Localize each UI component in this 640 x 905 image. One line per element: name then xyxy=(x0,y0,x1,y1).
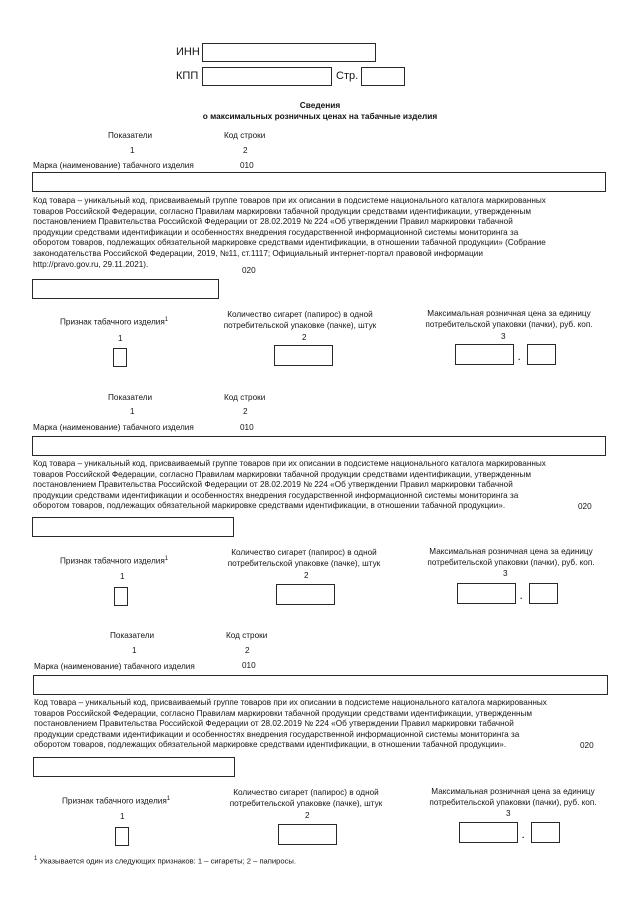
product-code-text: Код товара – уникальный код, присваиваемый группе товаров при их описании в подсистеме национального каталога маркированных товаров Российской Федерации, согласно Правилам маркировки табачной продукции средствами идентификации, утвержденным постановлением Правительства Российской Федерации от 28.02.2019 № 224 «Об утверждении Правил маркировки табачной продукции средствами идентификации и особенностях внедрения государственной информационной системы мониторинга за оборотом товаров, подлежащих обязательной маркировке средствами идентификации, в отношении табачной продукции». xyxy=(33,459,546,511)
sign-footnote-mark: 1 xyxy=(164,556,169,562)
qty-field[interactable] xyxy=(276,584,335,605)
col-code: Код строки xyxy=(224,131,266,140)
price-separator: . xyxy=(520,591,523,601)
kpp-label: КПП xyxy=(176,70,199,82)
inn-label: ИНН xyxy=(176,46,200,58)
sign-footnote-mark: 1 xyxy=(164,317,169,323)
sign-label-text: Признак табачного изделия xyxy=(60,556,165,566)
col-num-3: 3 xyxy=(501,332,506,341)
sign-label-text: Признак табачного изделия xyxy=(60,317,165,327)
sign-label-text: Признак табачного изделия xyxy=(62,796,167,806)
product-code-text: Код товара – уникальный код, присваиваемый группе товаров при их описании в подсистеме национального каталога маркированных товаров Российской Федерации, согласно Правилам маркировки табачной продукции средствами идентификации, утвержденным постановлением Правительства Российской Федерации от 28.02.2019 № 224 «Об утверждении Правил маркировки табачной продукции средствами идентификации и особенностях внедрения государственной информационной системы мониторинга за оборотом товаров, подлежащих обязательной маркировке средствами идентификации, в отношении табачной продукции» (Собрание законодательства Российской Федерации, 2019, №11, ст.1117; Официальный интернет-портал правовой информации http://pravo.gov.ru, 29.11.2021). xyxy=(33,196,546,269)
price-label: Максимальная розничная цена за единицу потребительской упаковки (пачки), руб. коп. xyxy=(429,787,597,807)
price-kop-field[interactable] xyxy=(529,583,558,604)
qty-field[interactable] xyxy=(274,345,333,366)
kpp-field[interactable] xyxy=(202,67,332,86)
col-num-2: 2 xyxy=(305,811,310,820)
price-label: Максимальная розничная цена за единицу потребительской упаковки (пачки), руб. коп. xyxy=(425,309,593,329)
price-separator: . xyxy=(522,830,525,840)
col-num-1: 1 xyxy=(120,572,125,581)
price-label: Максимальная розничная цена за единицу потребительской упаковки (пачки), руб. коп. xyxy=(427,547,595,567)
page-label: Стр. xyxy=(336,70,359,82)
price-rub-field[interactable] xyxy=(455,344,514,365)
col-indicators: Показатели xyxy=(108,393,153,402)
num-2: 2 xyxy=(243,146,248,155)
qty-label: Количество сигарет (папирос) в одной потребительской упаковке (пачке), штук xyxy=(223,310,377,330)
brand-label: Марка (наименование) табачного изделия xyxy=(34,662,195,671)
qty-label: Количество сигарет (папирос) в одной потребительской упаковке (пачке), штук xyxy=(227,548,381,568)
col-code: Код строки xyxy=(224,393,266,402)
footnote-mark: 1 xyxy=(34,856,38,862)
col-num-1: 1 xyxy=(120,812,125,821)
col-num-2: 2 xyxy=(302,333,307,342)
brand-field[interactable] xyxy=(32,172,606,192)
sign-field[interactable] xyxy=(115,827,129,846)
sign-label xyxy=(62,796,170,806)
product-code-code: 020 xyxy=(580,741,594,750)
brand-field[interactable] xyxy=(33,675,608,695)
col-indicators: Показатели xyxy=(110,631,155,640)
product-code-field[interactable] xyxy=(33,757,235,777)
sign-field[interactable] xyxy=(113,348,127,367)
num-1: 1 xyxy=(130,146,135,155)
num-2: 2 xyxy=(245,646,250,655)
price-kop-field[interactable] xyxy=(527,344,556,365)
col-code: Код строки xyxy=(226,631,268,640)
qty-label: Количество сигарет (папирос) в одной потребительской упаковке (пачке), штук xyxy=(229,788,383,808)
brand-label: Марка (наименование) табачного изделия xyxy=(33,161,194,170)
price-rub-field[interactable] xyxy=(457,583,516,604)
num-2: 2 xyxy=(243,407,248,416)
brand-code: 010 xyxy=(240,161,254,170)
sign-label xyxy=(60,556,168,566)
price-kop-field[interactable] xyxy=(531,822,560,843)
footnote-text: Указывается один из следующих признаков: 1 – сигареты; 2 – папиросы. xyxy=(39,856,296,866)
product-code-field[interactable] xyxy=(32,517,234,537)
footnote xyxy=(34,856,296,866)
product-code-code: 020 xyxy=(578,502,592,511)
num-1: 1 xyxy=(132,646,137,655)
sign-field[interactable] xyxy=(114,587,128,606)
col-num-3: 3 xyxy=(506,809,511,818)
price-separator: . xyxy=(518,352,521,362)
page-field[interactable] xyxy=(361,67,405,86)
brand-code: 010 xyxy=(242,661,256,670)
title-line2: о максимальных розничных ценах на табачные изделия xyxy=(202,111,438,121)
brand-code: 010 xyxy=(240,423,254,432)
sign-label xyxy=(60,317,168,327)
col-num-2: 2 xyxy=(304,571,309,580)
col-num-3: 3 xyxy=(503,569,508,578)
inn-field[interactable] xyxy=(202,43,376,62)
title-line1: Сведения xyxy=(299,100,341,110)
product-code-code: 020 xyxy=(242,266,256,275)
price-rub-field[interactable] xyxy=(459,822,518,843)
product-code-text: Код товара – уникальный код, присваиваемый группе товаров при их описании в подсистеме национального каталога маркированных товаров Российской Федерации, согласно Правилам маркировки табачной продукции средствами идентификации, утвержденным постановлением Правительства Российской Федерации от 28.02.2019 № 224 «Об утверждении Правил маркировки табачной продукции средствами идентификации и особенностях внедрения государственной информационной системы мониторинга за оборотом товаров, подлежащих обязательной маркировке средствами идентификации, в отношении табачной продукции». xyxy=(34,698,547,750)
brand-label: Марка (наименование) табачного изделия xyxy=(33,423,194,432)
col-indicators: Показатели xyxy=(108,131,153,140)
product-code-field[interactable] xyxy=(32,279,219,299)
sign-footnote-mark: 1 xyxy=(166,796,171,802)
num-1: 1 xyxy=(130,407,135,416)
brand-field[interactable] xyxy=(32,436,606,456)
qty-field[interactable] xyxy=(278,824,337,845)
col-num-1: 1 xyxy=(118,334,123,343)
